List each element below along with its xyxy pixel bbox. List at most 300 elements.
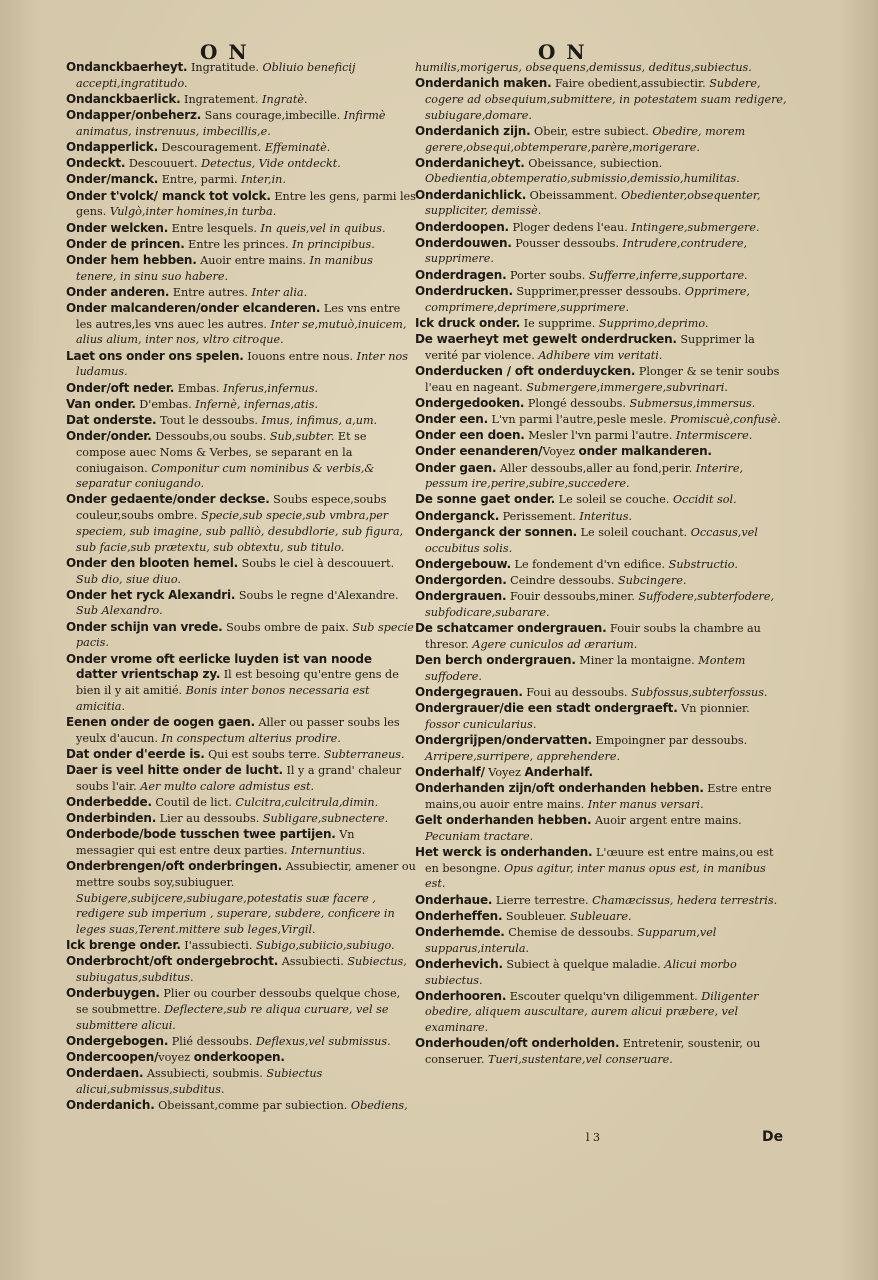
entry-latin: Obedientia,obtemperatio,submissio,demissio,humilitas. — [425, 172, 740, 186]
dictionary-entry — [66, 1066, 416, 1097]
dictionary-entry — [66, 285, 416, 301]
entry-headword: Onderdanicheyt. — [415, 155, 525, 170]
entry-french: Plié dessoubs. — [168, 1034, 253, 1048]
entry-french: Pousser dessoubs. — [511, 236, 619, 250]
entry-latin: Inferus,infernus. — [219, 381, 319, 395]
entry-french: Fouir soubs la chambre au thresor. — [425, 622, 761, 651]
entry-latin: Intermiscere. — [672, 429, 753, 443]
entry-french: Qui est soubs terre. — [204, 747, 321, 761]
entry-latin: Subterraneus. — [320, 747, 405, 761]
entry-headword: De schatcamer ondergrauen. — [415, 621, 607, 636]
dictionary-entry — [415, 733, 787, 764]
entry-french: Ingratement. — [180, 92, 259, 106]
entry-headword: Onderdaen. — [66, 1066, 144, 1081]
entry-headword: Onder gaen. — [415, 460, 497, 475]
entry-headword: De sonne gaet onder. — [415, 492, 556, 507]
entry-latin: Subcingere. — [614, 574, 687, 587]
entry-latin: Tueri,sustentare,vel conseruare. — [484, 1053, 673, 1067]
entry-french: I'assubiecti. — [180, 939, 253, 953]
entry-french: Ploger dedens l'eau. — [508, 220, 628, 234]
entry-headword: Onderdanich. — [66, 1098, 155, 1113]
entry-latin: Arripere,surripere, apprehendere. — [425, 749, 621, 763]
entry-latin: Subigo,subiicio,subiugo. — [252, 939, 395, 953]
entry-latin: Infirmè animatus, instrenuus, imbecillis,e. — [76, 109, 386, 138]
entry-latin: Sub,subter. — [266, 430, 335, 444]
entry-headword: Ondanckbaerheyt. — [66, 60, 188, 74]
entry-french: Escouter quelqu'vn diligemment. — [506, 989, 698, 1003]
entry-french: Faire obedient,assubiectir. — [551, 77, 706, 91]
dictionary-entry — [415, 589, 787, 620]
entry-headword: Ondercoopen/ — [66, 1050, 159, 1065]
entry-french: Assubiecti, soubmis. — [143, 1067, 263, 1081]
entry-latin: Subiectus, subiugatus,subditus. — [76, 955, 407, 985]
dictionary-entry — [66, 859, 416, 938]
entry-latin: Occasus,vel occubitus solis. — [425, 525, 758, 555]
entry-french: Entre lesquels. — [168, 221, 257, 235]
entry-headword: Ondergrauer/die een stadt ondergraeft. — [415, 701, 678, 716]
dictionary-entry — [415, 525, 787, 556]
entry-headword: Onderganck. — [415, 508, 500, 523]
entry-latin: Supprimo,deprimo. — [595, 316, 709, 330]
entry-latin: Intingere,submergere. — [627, 220, 760, 234]
dictionary-entry — [66, 747, 416, 763]
entry-latin: Interire, pessum ire,perire,subire,succedere. — [425, 461, 743, 491]
entry-headword: Onderhooren. — [415, 988, 507, 1003]
entry-french: Lierre terrestre. — [492, 893, 589, 907]
entry-french: Fouir dessoubs,miner. — [506, 590, 635, 604]
dictionary-entry — [66, 588, 416, 619]
entry-headword: Van onder. — [66, 396, 136, 411]
entry-latin: Ingratè. — [258, 92, 308, 106]
entry-headword: Onderbrengen/oft onderbringen. — [66, 859, 283, 874]
entry-french: Vn pionnier. — [677, 702, 750, 716]
entry-latin: Deflexus,vel submissus. — [252, 1034, 391, 1048]
entry-headword: Onderbinden. — [66, 811, 157, 826]
dictionary-entry — [66, 715, 416, 746]
dictionary-entry — [66, 795, 416, 811]
entry-latin: Infernè, infernas,atis. — [191, 397, 319, 411]
entry-latin: Sufferre,inferre,supportare. — [585, 268, 748, 282]
dictionary-entry — [415, 220, 787, 236]
entry-french: Entre, parmi. — [158, 173, 238, 187]
right-column — [415, 60, 787, 1068]
entry-latin: Agere cuniculos ad ærarium. — [468, 637, 638, 651]
entry-latin: Occidit sol. — [669, 493, 737, 507]
dictionary-entry — [66, 556, 416, 587]
entry-french: Sans courage,imbecille. — [201, 109, 341, 123]
entry-latin: Inter alia. — [247, 285, 308, 299]
dictionary-entry — [415, 364, 787, 395]
entry-headword: Ondapperlick. — [66, 140, 158, 155]
entry-latin: Subligare,subnectere. — [259, 812, 389, 826]
entry-french: Voyez — [542, 445, 579, 459]
dictionary-entry — [66, 172, 416, 188]
entry-french: Supprimer la verité par violence. — [425, 332, 755, 362]
entry-headword: Daer is veel hitte onder de lucht. — [66, 762, 283, 777]
entry-french: Auoir argent entre mains. — [591, 814, 742, 828]
dictionary-entry — [415, 284, 787, 315]
entry-headword: Onderhemde. — [415, 924, 505, 939]
dictionary-entry — [415, 845, 787, 892]
entry-french: Lier au dessoubs. — [156, 812, 260, 826]
entry-french: Les vns entre les autres,les vns auec les autres. — [76, 302, 401, 331]
entry-headword: Ondergrijpen/ondervatten. — [415, 733, 592, 748]
dictionary-entry — [415, 156, 787, 187]
signature-mark: l 3 — [586, 1131, 601, 1144]
entry-headword: Onderhalf/ — [415, 764, 485, 779]
entry-headword: Onderdoopen. — [415, 219, 509, 234]
entry-latin: Suffodere,subterfodere, subfodicare,subarare. — [425, 590, 775, 619]
entry-headword: Onder welcken. — [66, 220, 169, 235]
entry-latin: Sub specie pacis. — [76, 620, 414, 650]
entry-latin: Componitur cum nominibus & verbis,& separatur coniugando. — [76, 461, 375, 491]
entry-headword: onderkoopen. — [193, 1050, 285, 1065]
entry-french: Le soleil couchant. — [577, 525, 688, 539]
entry-french: Ingratitude. — [187, 61, 259, 74]
entry-latin: Deflectere,sub re aliqua curuare, vel se submittere alicui. — [76, 1002, 389, 1032]
entry-latin: Vulgò,inter homines,in turba. — [106, 205, 277, 219]
dictionary-entry — [66, 237, 416, 253]
entry-headword: Onder schijn van vrede. — [66, 619, 223, 634]
dictionary-entry — [415, 573, 787, 589]
entry-latin: Aer multo calore admistus est. — [136, 779, 315, 793]
entry-latin: Inter se,mutuò,inuicem, alius alium, inter nos, vltro citroque. — [76, 317, 407, 347]
entry-latin: Subfossus,subterfossus. — [627, 685, 768, 699]
entry-headword: Ondergorden. — [415, 573, 507, 587]
entry-headword: Onder den blooten hemel. — [66, 555, 239, 570]
dictionary-entry — [66, 763, 416, 794]
entry-latin: humilis,morigerus, obsequens,demissus, deditus,subiectus. — [415, 61, 752, 74]
entry-french: Perissement. — [499, 509, 576, 523]
entry-headword: Onderganck der sonnen. — [415, 524, 578, 539]
entry-latin: Substructio. — [665, 557, 738, 571]
entry-headword: Ondergedooken. — [415, 395, 525, 410]
dictionary-entry — [415, 557, 787, 573]
dictionary-entry — [415, 653, 787, 684]
entry-french: Obeissant,comme par subiection. — [154, 1099, 348, 1113]
entry-latin: Opprimere, comprimere,deprimere,supprimere. — [425, 284, 750, 314]
dictionary-entry — [415, 509, 787, 525]
entry-latin: Culcitra,culcitrula,dimin. — [231, 795, 379, 809]
entry-headword: Onder/onder. — [66, 429, 152, 444]
entry-latin: Interitus. — [575, 509, 633, 523]
entry-french: Entre autres. — [169, 285, 248, 299]
entry-headword: Ondergrauen. — [415, 589, 507, 604]
dictionary-entry — [66, 492, 416, 555]
entry-french: Aller ou passer soubs les yeulx d'aucun. — [76, 715, 400, 745]
running-head-right: O N — [538, 40, 587, 64]
dictionary-entry — [66, 811, 416, 827]
entry-headword: Onder t'volck/ manck tot volck. — [66, 188, 271, 203]
entry-french: Foui au dessoubs. — [522, 685, 628, 699]
entry-french: Le soleil se couche. — [555, 493, 670, 507]
entry-headword: Onderhanden zijn/oft onderhanden hebben. — [415, 781, 704, 796]
entry-headword: Onderdouwen. — [415, 235, 512, 250]
entry-french: Ceindre dessoubs. — [506, 574, 615, 587]
entry-headword: Eenen onder de oogen gaen. — [66, 714, 255, 729]
entry-french: Entre les gens, parmi les gens. — [76, 189, 416, 219]
dictionary-entry — [415, 461, 787, 492]
entry-french: Mesler l'vn parmi l'autre. — [524, 429, 673, 443]
dictionary-entry — [415, 428, 787, 444]
entry-french: Auoir entre mains. — [196, 253, 306, 267]
entry-headword: Onder gedaente/onder deckse. — [66, 492, 270, 507]
entry-headword: Ick druck onder. — [415, 315, 521, 330]
entry-latin: Alicui morbo subiectus. — [425, 957, 737, 987]
entry-french: Soubleuer. — [502, 909, 567, 923]
entry-latin: Intrudere,contrudere, supprimere. — [425, 236, 748, 266]
dictionary-entry — [415, 76, 787, 123]
dictionary-entry — [66, 381, 416, 397]
entry-french: Coutil de lict. — [151, 795, 232, 809]
dictionary-entry — [415, 893, 787, 909]
entry-headword: Onderbuygen. — [66, 986, 160, 1001]
dictionary-entry — [66, 301, 416, 348]
entry-french: Tout le dessoubs. — [156, 413, 258, 427]
entry-french: Empoingner par dessoubs. — [591, 734, 748, 748]
entry-headword: Den berch ondergrauen. — [415, 653, 576, 668]
entry-french: Plier ou courber dessoubs quelque chose, se soubmettre. — [76, 987, 401, 1016]
entry-latin: Inter nos ludamus. — [76, 349, 408, 379]
entry-french: Entretenir, soustenir, ou conseruer. — [425, 1037, 761, 1067]
entry-french: Subiect à quelque maladie. — [502, 957, 661, 971]
dictionary-entry — [415, 685, 787, 701]
dictionary-entry — [66, 108, 416, 139]
entry-french: Descouragement. — [157, 141, 262, 155]
dictionary-entry — [66, 429, 416, 492]
entry-latin: Detectus, Vide ontdeckt. — [197, 157, 341, 171]
dictionary-entry — [66, 156, 416, 172]
entry-headword: Onderhevich. — [415, 956, 503, 971]
entry-latin: Chamæcissus, hedera terrestris. — [588, 893, 778, 907]
entry-headword: Gelt onderhanden hebben. — [415, 813, 592, 828]
entry-french: Plonger & se tenir soubs l'eau en nageant. — [425, 364, 780, 394]
dictionary-entry — [66, 349, 416, 380]
entry-latin: Submergere,immergere,subvrinari. — [522, 380, 728, 394]
entry-french: Obeir, estre subiect. — [530, 124, 649, 138]
entry-latin: Adhibere vim veritati. — [534, 348, 663, 362]
dictionary-entry — [415, 60, 787, 76]
entry-latin: In queis,vel in quibus. — [256, 221, 386, 235]
entry-french: voyez — [158, 1051, 194, 1065]
catchword: De — [762, 1129, 784, 1145]
dictionary-entry — [66, 954, 416, 985]
entry-french: Soubs le ciel à descouuert. — [238, 556, 395, 570]
dictionary-entry — [415, 989, 787, 1036]
entry-headword: Onderhaue. — [415, 892, 493, 907]
entry-latin: Obedienter,obsequenter, suppliciter, demissè. — [425, 188, 761, 218]
dictionary-entry — [415, 316, 787, 332]
left-column — [66, 60, 416, 1114]
entry-headword: Onderheffen. — [415, 908, 503, 923]
entry-latin: Subleuare. — [566, 909, 632, 923]
entry-headword: Onderbrocht/oft ondergebrocht. — [66, 954, 279, 969]
dictionary-entry — [66, 986, 416, 1033]
entry-french: Iouons entre nous. — [243, 349, 354, 363]
entry-latin: In manibus tenere, in sinu suo habere. — [76, 253, 373, 283]
entry-headword: Onderdanich zijn. — [415, 123, 531, 138]
entry-latin: Sub dio, siue diuo. — [76, 572, 181, 586]
dictionary-entry — [415, 396, 787, 412]
entry-headword: Dat onder d'eerde is. — [66, 746, 205, 761]
entry-french: Soubs le regne d'Alexandre. — [235, 588, 399, 602]
entry-latin: Inter manus versari. — [584, 797, 704, 811]
entry-headword: Anderhalf. — [524, 764, 593, 779]
dictionary-entry — [415, 444, 787, 460]
entry-latin: Pecuniam tractare. — [425, 829, 534, 843]
entry-headword: Onder anderen. — [66, 284, 170, 299]
entry-french: Vn messagier qui est entre deux parties. — [76, 828, 355, 857]
entry-headword: Onder malcanderen/onder elcanderen. — [66, 301, 321, 316]
entry-headword: Onderdanichlick. — [415, 187, 527, 202]
entry-latin: Subdere, cogere ad obsequium,submittere, in potestatem suam redigere, subiugare,domare. — [425, 77, 787, 122]
dictionary-entry — [66, 397, 416, 413]
entry-latin: Imus, infimus, a,um. — [257, 413, 378, 427]
entry-latin: fossor cunicularius. — [425, 717, 537, 731]
dictionary-entry — [415, 765, 787, 781]
entry-headword: Onder eenanderen/ — [415, 444, 543, 459]
entry-french: Le fondement d'vn edifice. — [510, 557, 666, 571]
entry-french: Il est besoing qu'entre gens de bien il y ait amitié. — [76, 668, 399, 697]
dictionary-entry — [415, 781, 787, 812]
entry-headword: Onder een. — [415, 411, 488, 426]
running-head-left: O N — [200, 40, 249, 64]
entry-french: Dessoubs,ou soubs. — [151, 430, 267, 444]
entry-latin: Diligenter obedire, aliquem auscultare, aurem alicui præbere, vel examinare. — [425, 989, 759, 1035]
entry-french: Plongé dessoubs. — [524, 396, 626, 410]
entry-french: Miner la montaigne. — [575, 654, 695, 668]
entry-latin: Obliuio beneficij accepti,ingratitudo. — [76, 61, 356, 90]
entry-latin: Sub Alexandro. — [76, 604, 163, 618]
entry-headword: Onder het ryck Alexandri. — [66, 587, 236, 602]
dictionary-entry — [415, 124, 787, 155]
entry-french: Assubiecti. — [278, 955, 344, 969]
entry-french: Entre les princes. — [184, 237, 289, 251]
entry-latin: Subigere,subijcere,subiugare,potestatis suæ facere , redigere sub imperium , superare, subdere, conficere in leges suas,Terent.mittere sub leges,Virgil. — [76, 891, 395, 936]
dictionary-entry — [66, 1034, 416, 1050]
entry-headword: Onderdrucken. — [415, 283, 513, 298]
entry-headword: Ondergebogen. — [66, 1033, 169, 1048]
entry-french: Ie supprime. — [520, 316, 596, 330]
dictionary-entry — [415, 909, 787, 925]
dictionary-entry — [66, 1050, 416, 1066]
entry-headword: Het werck is onderhanden. — [415, 844, 593, 859]
dictionary-entry — [66, 620, 416, 651]
entry-headword: Ondanckbaerlick. — [66, 91, 181, 106]
dictionary-entry — [415, 701, 787, 732]
entry-headword: Onder vrome oft eerlicke luyden ist van noode datter vrientschap zy. — [66, 651, 372, 682]
entry-french: Voyez — [484, 765, 525, 779]
dictionary-entry — [415, 1036, 787, 1067]
entry-latin: Subiectus alicui,submissus,subditus. — [76, 1067, 323, 1096]
dictionary-entry — [66, 140, 416, 156]
entry-headword: Onderdragen. — [415, 267, 507, 282]
dictionary-entry — [415, 813, 787, 844]
entry-latin: Supparum,vel supparus,interula. — [425, 925, 717, 955]
entry-headword: Onderbedde. — [66, 794, 152, 809]
entry-french: Porter soubs. — [506, 268, 586, 282]
entry-latin: Promiscuè,confusè. — [666, 412, 781, 426]
entry-latin: In principibus. — [288, 237, 375, 251]
dictionary-entry — [66, 253, 416, 284]
entry-headword: Onderdanich maken. — [415, 76, 552, 91]
dictionary-entry — [415, 236, 787, 267]
dictionary-entry — [66, 413, 416, 429]
entry-headword: Onder hem hebben. — [66, 252, 197, 267]
dictionary-entry — [66, 60, 416, 91]
dictionary-entry — [415, 412, 787, 428]
entry-latin: Inter,in. — [237, 173, 286, 187]
entry-latin: Obedire, morem gerere,obsequi,obtemperare,parère,morigerare. — [425, 124, 746, 154]
entry-headword: Onder/oft neder. — [66, 380, 175, 395]
dictionary-entry — [66, 938, 416, 954]
entry-headword: Laet ons onder ons spelen. — [66, 348, 244, 363]
entry-latin: Submersus,immersus. — [625, 396, 756, 410]
entry-latin: Obediens, — [347, 1099, 408, 1113]
entry-french: D'embas. — [135, 397, 192, 411]
entry-headword: Ondergegrauen. — [415, 684, 523, 699]
entry-french: Obeissamment. — [526, 188, 618, 202]
entry-latin: Specie,sub specie,sub vmbra,per speciem, sub imagine, sub palliò, desubdlorie, sub figura, sub facie,sub prætextu, sub obtextu, sub titulo. — [76, 509, 404, 554]
entry-french: Estre entre mains,ou auoir entre mains. — [425, 782, 772, 811]
dictionary-entry — [66, 92, 416, 108]
entry-headword: Onder een doen. — [415, 428, 525, 443]
entry-french: L'vn parmi l'autre,pesle mesle. — [487, 412, 667, 426]
entry-french: Obeissance, subiection. — [524, 156, 663, 170]
dictionary-entry — [415, 188, 787, 219]
entry-headword: Ondapper/onbeherz. — [66, 108, 202, 123]
dictionary-entry — [66, 189, 416, 220]
entry-latin: Bonis inter bonos necessaria est amicitia. — [76, 683, 370, 713]
entry-french: Soubs espece,soubs couleur,soubs ombre. — [76, 493, 387, 523]
entry-headword: Ick brenge onder. — [66, 938, 181, 953]
entry-headword: onder malkanderen. — [578, 444, 712, 459]
entry-latin: Effeminatè. — [261, 141, 331, 155]
entry-latin: Montem suffodere. — [425, 654, 746, 683]
dictionary-entry — [415, 332, 787, 363]
entry-headword: Onder/manck. — [66, 172, 159, 187]
entry-headword: Onder de princen. — [66, 236, 185, 251]
entry-headword: Onderhouden/oft onderholden. — [415, 1036, 620, 1051]
entry-french: Aller dessoubs,aller au fond,perir. — [496, 461, 693, 475]
dictionary-entry — [415, 268, 787, 284]
entry-french: Supprimer,presser dessoubs. — [512, 284, 682, 298]
dictionary-entry — [66, 1098, 416, 1114]
entry-french: Il y a grand' chaleur soubs l'air. — [76, 763, 402, 793]
dictionary-entry — [66, 827, 416, 858]
entry-headword: Onderducken / oft onderduycken. — [415, 363, 636, 378]
entry-french: Chemise de dessoubs. — [504, 925, 634, 939]
entry-french: Descouuert. — [125, 157, 198, 171]
entry-latin: In conspectum alterius prodire. — [157, 731, 341, 745]
entry-french: Assubiectir, amener ou mettre soubs soy,subiuguer. — [76, 860, 416, 889]
dictionary-entry — [415, 957, 787, 988]
entry-headword: Ondergebouw. — [415, 556, 511, 571]
entry-french: L'œuure est entre mains,ou est en besongne. — [425, 845, 774, 875]
entry-french: Embas. — [174, 381, 220, 395]
dictionary-entry — [66, 221, 416, 237]
dictionary-entry — [415, 621, 787, 652]
entry-headword: Ondeckt. — [66, 156, 126, 171]
dictionary-entry — [66, 652, 416, 715]
entry-latin: Internuntius. — [287, 843, 366, 857]
dictionary-entry — [415, 492, 787, 508]
entry-headword: De waerheyt met gewelt onderdrucken. — [415, 331, 677, 346]
entry-french: Soubs ombre de paix. — [222, 620, 349, 634]
entry-french: Et se compose auec Noms & Verbes, se separant en la coniugaison. — [76, 430, 367, 475]
dictionary-entry — [415, 925, 787, 956]
entry-latin: Opus agitur, inter manus opus est, in manibus est. — [425, 861, 766, 891]
